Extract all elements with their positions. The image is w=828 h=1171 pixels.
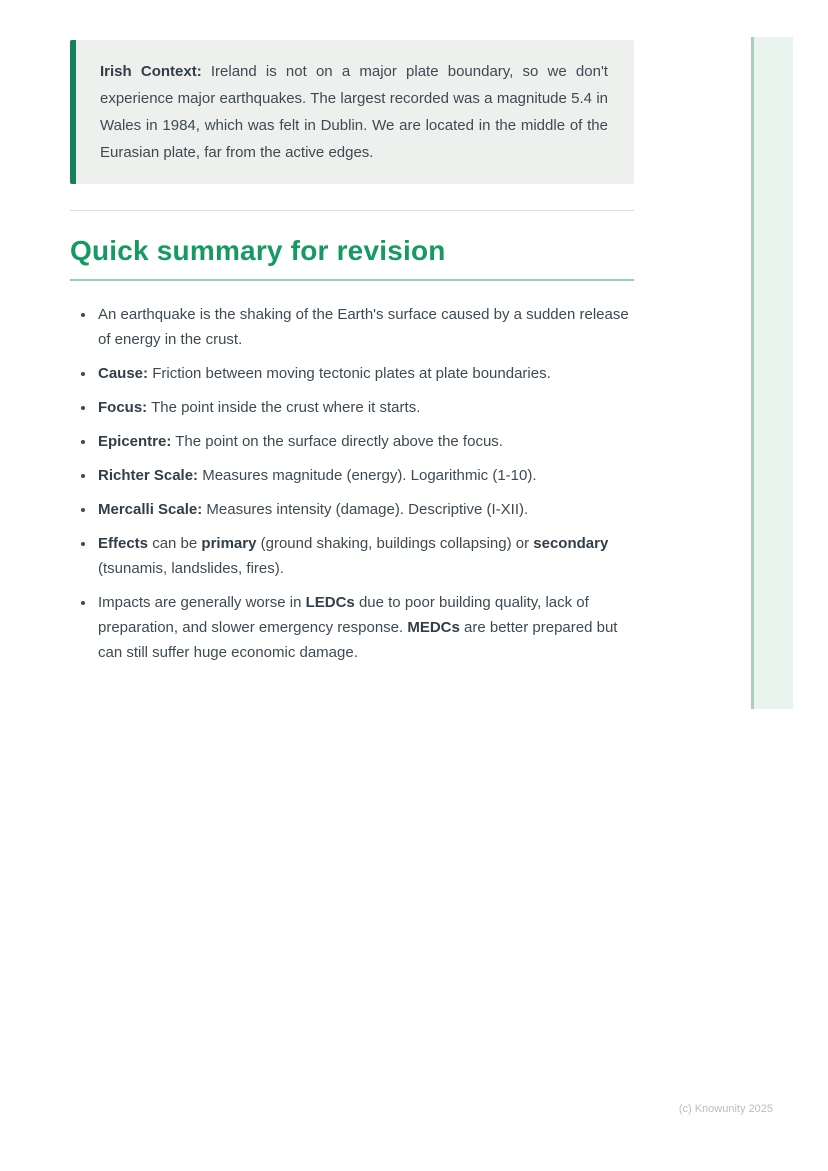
irish-context-callout [70,40,634,184]
list-item [96,361,634,386]
callout-paragraph [100,58,608,166]
callout-label: Irish Context: [100,63,202,80]
list-item-text: The point inside the crust where it starts. [147,399,421,416]
list-item-text: Impacts are generally worse in [98,594,306,611]
list-item [96,497,634,522]
list-item-term: secondary [533,535,609,552]
list-item [96,463,634,488]
list-item-term: Epicentre: [98,433,172,450]
list-item-text: can be [148,535,202,552]
list-item-term: LEDCs [305,594,355,611]
document-page [70,40,634,674]
list-item-text: Friction between moving tectonic plates at plate boundaries. [148,365,551,382]
callout-body-text: Ireland is not on a major plate boundary, so we don't experience major earthquakes. The largest recorded was a magnitude 5.4 in Wales in 1984, which was felt in Dublin. We are located in the middle of the Eurasian plate, far from the active edges. [100,63,608,161]
summary-list [70,302,634,665]
page-edge-strip [751,37,793,709]
copyright-footer: (c) Knowunity 2025 [678,1103,773,1115]
list-item [96,531,634,581]
list-item [96,395,634,420]
list-item-text: (tsunamis, landslides, fires). [98,560,284,577]
section-divider [70,210,634,211]
list-item-term: Effects [98,535,149,552]
list-item-text: (ground shaking, buildings collapsing) or [256,535,534,552]
list-item-text: are better prepared but can still suffer huge economic damage. [98,619,618,661]
list-item-term: MEDCs [407,619,460,636]
list-item [96,590,634,665]
list-item-term: Richter Scale: [98,467,199,484]
list-item-text: An earthquake is the shaking of the Earth's surface caused by a sudden release of energy in the crust. [98,306,629,348]
list-item-text: The point on the surface directly above the focus. [171,433,503,450]
list-item-text: Measures intensity (damage). Descriptive (I-XII). [202,501,529,518]
list-item-text: Measures magnitude (energy). Logarithmic (1-10). [198,467,537,484]
list-item-term: Focus: [98,399,148,416]
list-item-term: primary [201,535,257,552]
list-item [96,302,634,352]
list-item-term: Cause: [98,365,149,382]
list-item-term: Mercalli Scale: [98,501,203,518]
section-heading: Quick summary for revision [70,235,634,281]
list-item [96,429,634,454]
list-item-text: due to poor building quality, lack of preparation, and slower emergency response. [98,594,589,636]
